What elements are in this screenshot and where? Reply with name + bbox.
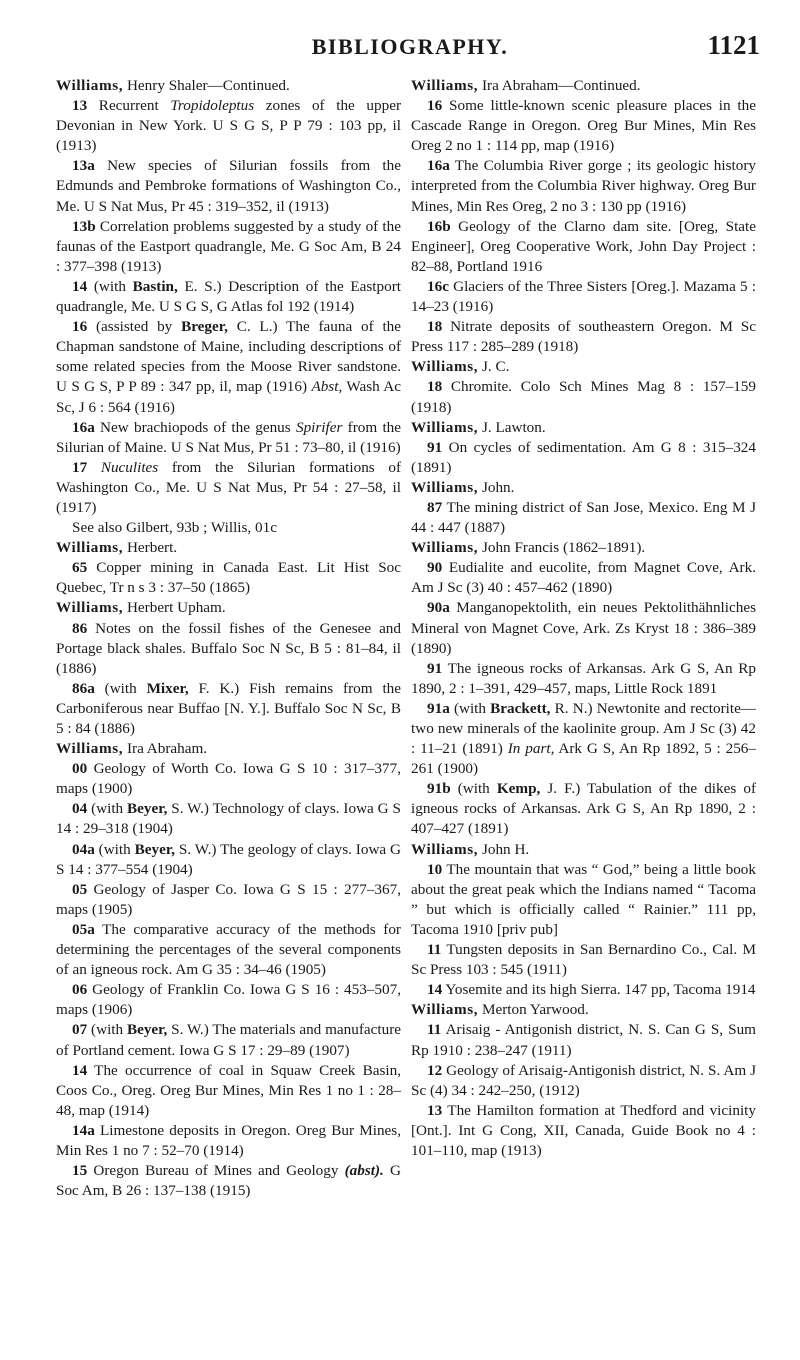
author-name: Williams,	[411, 358, 479, 376]
author-heading	[56, 598, 401, 618]
bibliography-entry	[56, 1161, 401, 1201]
author-name: Beyer,	[126, 1021, 168, 1039]
bibliography-entry	[411, 277, 756, 317]
author-heading	[411, 538, 756, 558]
left-column	[56, 76, 401, 1201]
entry-text: Merton Yarwood.	[478, 1001, 589, 1019]
entry-number: 17	[72, 458, 88, 476]
author-heading	[411, 357, 756, 377]
author-heading	[56, 538, 401, 558]
entry-text: Tungsten deposits in San Bernardino Co., Cal. M Sc Press 103 : 545 (1911)	[411, 941, 756, 979]
bibliography-entry	[56, 980, 401, 1020]
bibliography-entry	[56, 458, 401, 518]
bibliography-entry	[56, 418, 401, 458]
bibliography-entry	[56, 558, 401, 598]
entry-text: See also Gilbert, 93b ; Willis, 01c	[72, 519, 277, 537]
entry-number: 86a	[72, 679, 95, 697]
bibliography-entry	[56, 96, 401, 156]
author-name: Beyer,	[127, 800, 168, 818]
author-name: Williams,	[56, 599, 124, 617]
bibliography-entry	[56, 217, 401, 277]
entry-text: Notes on the fossil fishes of the Genesee and Portage black shales. Buffalo Soc N Sc, B 5 : 81–84, il (1886)	[56, 619, 401, 677]
bibliography-entry	[56, 880, 401, 920]
entry-text: The Hamilton formation at Thedford and vicinity [Ont.]. Int G Cong, XII, Canada, Guide Book no 4 : 101–110, map (1913)	[411, 1101, 756, 1159]
entry-number: 87	[427, 498, 443, 516]
entry-number: 65	[72, 559, 88, 577]
bibliography-entry	[56, 840, 401, 880]
entry-number: 90a	[427, 599, 450, 617]
entry-text	[87, 459, 101, 476]
author-name: Williams,	[411, 539, 479, 557]
author-name: Williams,	[56, 77, 124, 94]
entry-text: Nitrate deposits of southeastern Oregon. M Sc Press 117 : 285–289 (1918)	[411, 318, 756, 356]
entry-text: John H.	[478, 840, 530, 858]
entry-text: (with	[87, 800, 128, 818]
entry-number: 14	[72, 277, 88, 295]
entry-number: 12	[427, 1061, 443, 1079]
bibliography-entry	[411, 940, 756, 980]
entry-text: Glaciers of the Three Sisters [Oreg.]. Mazama 5 : 14–23 (1916)	[411, 277, 756, 316]
author-name: Williams,	[56, 740, 124, 758]
author-name: Beyer,	[134, 840, 175, 858]
entry-number: 18	[427, 318, 443, 336]
entry-text: Wash Ac Sc, J 6 : 564 (1916)	[56, 378, 401, 416]
author-heading	[411, 840, 756, 860]
entry-text: from the Silurian of Maine. U S Nat Mus, Pr 51 : 73–80, il (1916)	[56, 418, 402, 456]
entry-number: 10	[427, 860, 443, 878]
entry-number: 16c	[427, 277, 449, 295]
entry-text: (with	[94, 840, 135, 858]
bibliography-entry	[56, 799, 401, 839]
entry-text: S. W.) The geology of clays. Iowa G S 14 : 377–554 (1904)	[56, 840, 402, 878]
author-name: Williams,	[56, 539, 124, 557]
entry-text: Ark G S, An Rp 1892, 5 : 256–261 (1900)	[411, 740, 756, 778]
entry-text: Geology of Franklin Co. Iowa G S 16 : 453–507, maps (1906)	[56, 981, 401, 1019]
bibliography-entry	[56, 920, 401, 980]
italic-text: Spirifer	[295, 418, 343, 436]
entry-text: New species of Silurian fossils from the Edmunds and Pembroke formations of Washington Co., Me. U S Nat Mus, Pr 45 : 319–352, il (1913)	[56, 157, 401, 215]
author-name: Williams,	[411, 1001, 479, 1019]
entry-text: R. N.) Newtonite and rectorite—two new minerals of the kaolinite group. Am J Sc (3) 42 : 11–21 (1891)	[411, 699, 756, 758]
entry-number: 13	[72, 97, 88, 115]
bibliography-entry	[411, 217, 756, 277]
italic-text: (abst).	[344, 1162, 384, 1180]
author-name: Brackett,	[490, 699, 551, 717]
entry-text: John.	[478, 478, 515, 496]
entry-number: 00	[72, 760, 88, 778]
author-name: Kemp,	[496, 780, 541, 798]
page-number: 1121	[707, 30, 760, 60]
entry-number: 11	[427, 941, 442, 959]
bibliography-entry	[56, 619, 401, 679]
entry-number: 91b	[427, 780, 451, 798]
entry-text: J. C.	[478, 358, 510, 376]
entry-number: 05	[72, 880, 88, 898]
entry-text: The mountain that was “ God,” being a little book about the great peak which the Indians named “ Tacoma ” but which is officially called “ Rainier.” 111 pp, Tacoma 1910 [priv pub]	[411, 860, 756, 938]
entry-text: zones of the upper Devonian in New York. U S G S, P P 79 : 103 pp, il (1913)	[56, 97, 401, 155]
entry-number: 13a	[72, 157, 95, 175]
entry-text: Correlation problems suggested by a study of the faunas of the Eastport quadrangle, Me. G Soc Am, B 24 : 377–398 (1913)	[56, 217, 401, 275]
italic-text: Abst,	[311, 378, 343, 396]
entry-text: Geology of Jasper Co. Iowa G S 15 : 277–367, maps (1905)	[56, 880, 401, 918]
author-name: Williams,	[411, 840, 479, 858]
bibliography-entry	[411, 438, 756, 478]
entry-text: Geology of Arisaig-Antigonish district, N. S. Am J Sc (4) 34 : 242–250, (1912)	[411, 1061, 756, 1099]
entry-text: The mining district of San Jose, Mexico. Eng M J 44 : 447 (1887)	[411, 498, 756, 537]
bibliography-entry	[411, 317, 756, 357]
bibliography-entry	[411, 1061, 756, 1101]
entry-text: Oregon Bureau of Mines and Geology	[87, 1162, 345, 1180]
entry-number: 04a	[72, 840, 95, 858]
right-column	[411, 76, 756, 1161]
entry-number: 16	[427, 97, 443, 115]
bibliography-entry	[411, 598, 756, 658]
entry-text: The occurrence of coal in Squaw Creek Basin, Coos Co., Oreg. Oreg Bur Mines, Min Res 1 no 1 : 28–48, map (1914)	[56, 1061, 401, 1119]
bibliography-entry	[411, 699, 756, 779]
author-heading	[56, 76, 401, 96]
entry-text: The Columbia River gorge ; its geologic history interpreted from the Columbia River highway. Oreg Bur Mines, Min Res Oreg, 2 no 3 : 130 pp (1916)	[411, 157, 756, 215]
entry-number: 13b	[72, 217, 96, 235]
entry-text: Ira Abraham—Continued.	[478, 77, 641, 94]
author-name: Williams,	[411, 77, 479, 94]
entry-number: 13	[427, 1101, 443, 1119]
entry-number: 14	[72, 1061, 88, 1079]
author-heading	[411, 478, 756, 498]
entry-number: 91	[427, 659, 443, 677]
bibliography-entry	[56, 156, 401, 216]
entry-text: Manganopektolith, ein neues Pektolithähnliches Mineral von Magnet Cove, Ark. Zs Kryst 18 : 386–389 (1890)	[411, 599, 756, 657]
author-name: Williams,	[411, 478, 479, 496]
bibliography-entry	[411, 860, 756, 940]
entry-text: (with	[87, 1021, 127, 1039]
italic-text: Nuculites	[100, 458, 159, 476]
entry-text: Recurrent	[87, 97, 171, 115]
bibliography-entry	[411, 980, 756, 1000]
entry-number: 14a	[72, 1121, 95, 1139]
bibliography-entry	[56, 518, 401, 538]
entry-text: Henry Shaler—Continued.	[123, 77, 290, 94]
entry-text: Copper mining in Canada East. Lit Hist Soc Quebec, Tr n s 3 : 37–50 (1865)	[56, 559, 401, 597]
bibliography-entry	[411, 1101, 756, 1161]
entry-text: (with	[87, 277, 133, 295]
entry-number: 15	[72, 1162, 88, 1180]
bibliography-entry	[56, 1061, 401, 1121]
author-name: Williams,	[411, 418, 479, 436]
entry-number: 90	[427, 559, 443, 577]
entry-text: from the Silurian formations of Washington Co., Me. U S Nat Mus, Pr 54 : 27–58, il (1917)	[56, 458, 401, 516]
bibliography-entry	[411, 779, 756, 839]
entry-number: 14	[427, 981, 443, 999]
entry-text: J. F.) Tabulation of the dikes of igneous rocks of Arkansas. Ark G S, An Rp 1890, 2 : 407–427 (1891)	[411, 780, 756, 838]
bibliography-entry	[56, 277, 401, 317]
entry-number: 16b	[427, 217, 451, 235]
bibliography-entry	[411, 96, 756, 156]
bibliography-entry	[56, 317, 401, 417]
entry-number: 04	[72, 800, 88, 818]
italic-text: Tropidoleptus	[170, 97, 255, 115]
bibliography-entry	[411, 377, 756, 417]
entry-text: The igneous rocks of Arkansas. Ark G S, An Rp 1890, 2 : 1–391, 429–457, maps, Little Rock 1891	[411, 659, 756, 697]
entry-number: 91	[427, 438, 443, 456]
bibliography-entry	[411, 156, 756, 216]
author-name: Bastin,	[132, 277, 178, 295]
bibliography-entry	[56, 759, 401, 799]
entry-text: Eudialite and eucolite, from Magnet Cove, Ark. Am J Sc (3) 40 : 457–462 (1890)	[411, 559, 756, 597]
entry-number: 06	[72, 981, 88, 999]
entry-text: E. S.) Description of the Eastport quadrangle, Me. U S G S, G Atlas fol 192 (1914)	[56, 277, 401, 316]
entry-number: 11	[427, 1021, 442, 1039]
entry-number: 16a	[72, 418, 95, 436]
entry-text: (with	[94, 679, 147, 697]
author-heading	[411, 418, 756, 438]
entry-number: 18	[427, 378, 443, 396]
entry-text: (assisted by	[87, 318, 182, 336]
running-head	[60, 30, 760, 68]
bibliography-entry	[56, 1020, 401, 1060]
entry-text: Ira Abraham.	[123, 740, 208, 758]
author-heading	[411, 1000, 756, 1020]
entry-text: Some little-known scenic pleasure places in the Cascade Range in Oregon. Oreg Bur Mines, Min Res Oreg 2 no 1 : 114 pp, map (1916)	[411, 97, 756, 155]
entry-text: Herbert Upham.	[123, 599, 226, 617]
bibliography-entry	[411, 498, 756, 538]
entry-text: Geology of the Clarno dam site. [Oreg, State Engineer], Oreg Cooperative Work, John Day Project : 82–88, Portland 1916	[411, 217, 756, 275]
author-heading	[411, 76, 756, 96]
entry-number: 86	[72, 619, 88, 637]
entry-text: C. L.) The fauna of the Chapman sandstone of Maine, including descriptions of some related species from the Moose River sandstone. U S G S, P P 89 : 347 pp, il, map (1916)	[56, 318, 402, 396]
entry-number: 16a	[427, 157, 450, 175]
entry-number: 07	[72, 1021, 88, 1039]
entry-text: Arisaig - Antigonish district, N. S. Can G S, Sum Rp 1910 : 238–247 (1911)	[411, 1021, 756, 1059]
entry-text: Limestone deposits in Oregon. Oreg Bur Mines, Min Res 1 no 7 : 52–70 (1914)	[56, 1121, 401, 1159]
entry-text: (with	[449, 699, 491, 717]
entry-text: New brachiopods of the genus	[94, 418, 296, 436]
entry-text: Herbert.	[123, 539, 178, 557]
bibliography-entry	[56, 679, 401, 739]
entry-number: 05a	[72, 920, 95, 938]
entry-text: S. W.) The materials and manufacture of Portland cement. Iowa G S 17 : 29–89 (1907)	[56, 1021, 401, 1059]
entry-text: S. W.) Technology of clays. Iowa G S 14 : 29–318 (1904)	[56, 800, 401, 838]
entry-text: Yosemite and its high Sierra. 147 pp, Tacoma 1914	[442, 981, 756, 999]
entry-text: (with	[450, 780, 497, 798]
entry-text: G Soc Am, B 26 : 137–138 (1915)	[56, 1162, 401, 1200]
entry-number: 16	[72, 318, 88, 336]
author-heading	[56, 739, 401, 759]
author-name: Breger,	[181, 318, 228, 336]
entry-text: On cycles of sedimentation. Am G 8 : 315–324 (1891)	[411, 438, 756, 476]
bibliography-entry	[411, 659, 756, 699]
entry-text: The comparative accuracy of the methods for determining the percentages of the several components of an igneous rock. Am G 35 : 34–46 (1905)	[56, 920, 401, 979]
entry-number: 91a	[427, 699, 450, 717]
author-name: Mixer,	[146, 679, 189, 697]
italic-text: In part,	[507, 740, 555, 758]
page-title: BIBLIOGRAPHY.	[311, 34, 509, 59]
entry-text: Chromite. Colo Sch Mines Mag 8 : 157–159 (1918)	[411, 378, 756, 416]
entry-text: F. K.) Fish remains from the Carboniferous near Buffao [N. Y.]. Buffalo Soc N Sc, B 5 : 84 (1886)	[56, 679, 401, 737]
bibliography-entry	[411, 558, 756, 598]
bibliography-entry	[411, 1020, 756, 1060]
entry-text: J. Lawton.	[478, 418, 546, 436]
entry-text: John Francis (1862–1891).	[478, 539, 646, 557]
entry-text: Geology of Worth Co. Iowa G S 10 : 317–377, maps (1900)	[56, 760, 401, 798]
bibliography-entry	[56, 1121, 401, 1161]
